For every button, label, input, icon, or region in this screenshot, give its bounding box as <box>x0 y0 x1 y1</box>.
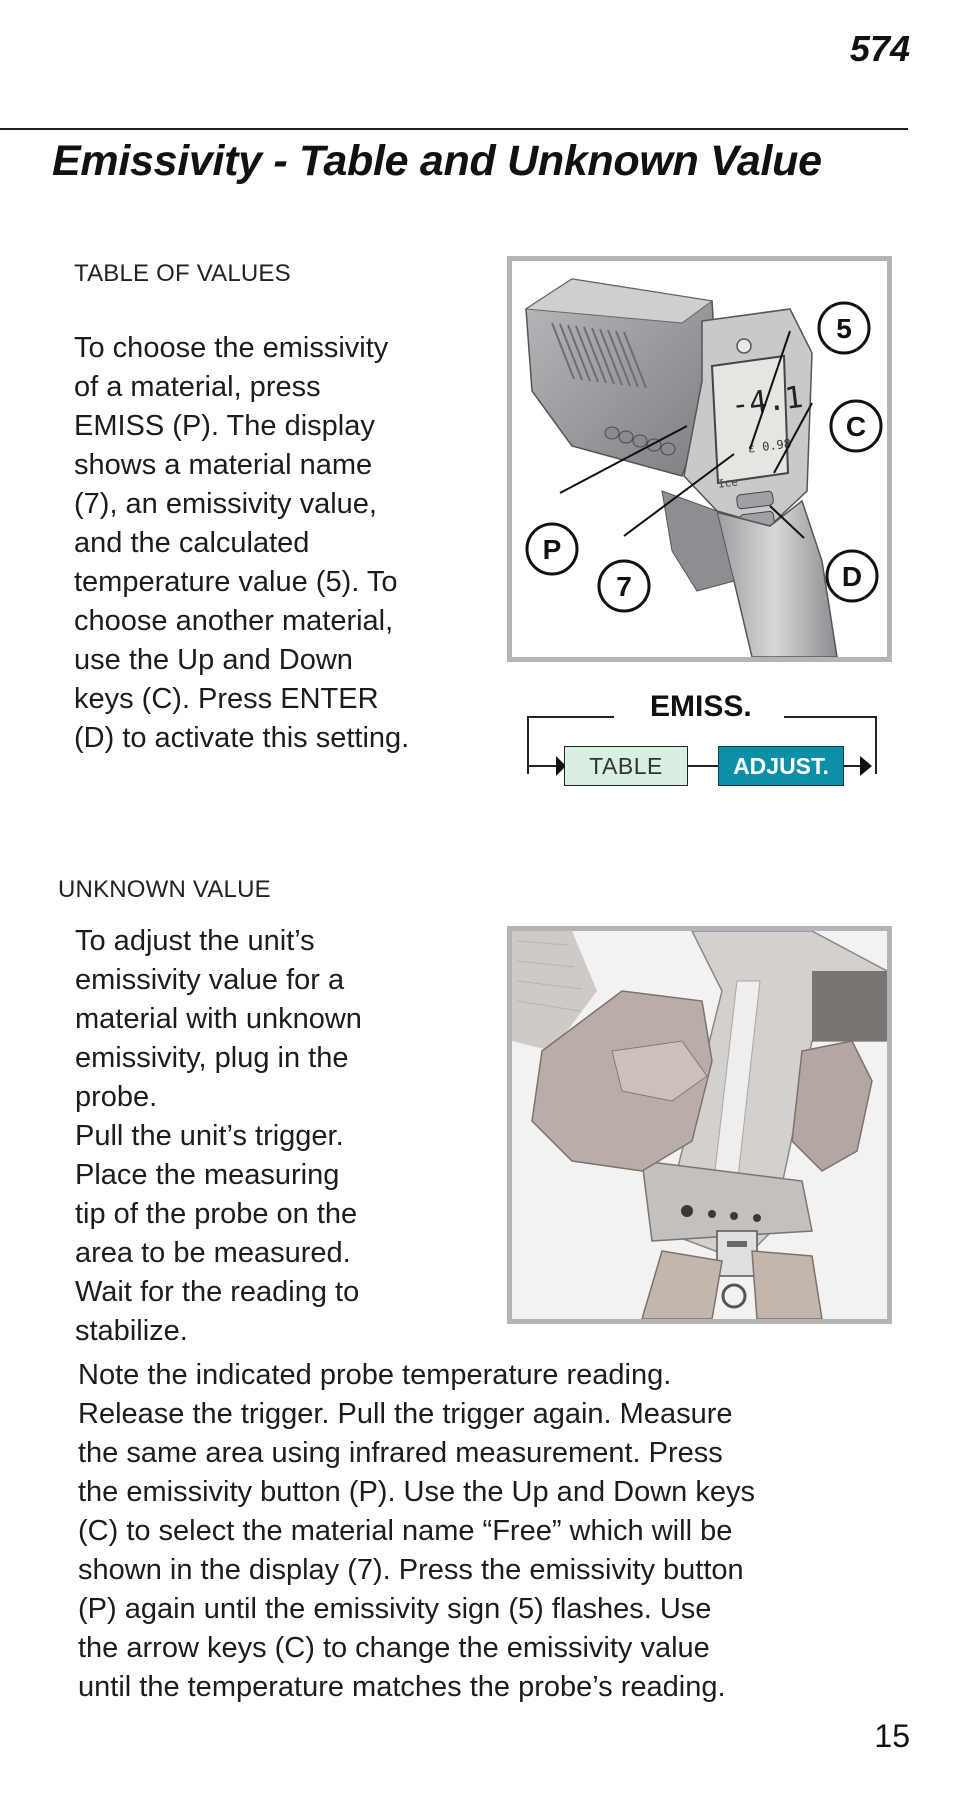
display-reading: -4.1 <box>729 379 806 424</box>
header-rule <box>0 128 908 130</box>
model-number: 574 <box>849 28 910 69</box>
page-number: 15 <box>874 1718 910 1754</box>
section-label-table-of-values: TABLE OF VALUES <box>74 260 291 287</box>
thermometer-front-figure <box>507 256 892 662</box>
menu-option-table: TABLE <box>564 746 688 786</box>
emiss-menu-title: EMISS. <box>644 690 758 724</box>
section-label-unknown-value: UNKNOWN VALUE <box>58 876 271 903</box>
callout-d: D <box>841 561 863 592</box>
menu-option-adjust: ADJUST. <box>718 746 844 786</box>
probe-photo-illustration <box>512 931 887 1319</box>
thermometer-illustration <box>512 261 887 657</box>
unknown-value-paragraph-intro: To adjust the unit’s emissivity value for a material with unknown emissivity, plug in the probe. Pull the unit’s trigger. Place the measuring tip of the probe on the area to be measured. Wait for the reading to stabilize. <box>75 925 362 1347</box>
table-of-values-paragraph: To choose the emissivity of a material, press EMISS (P). The display shows a material name (7), an emissivity value, and the calculated temperature value (5). To choose another material, use the Up and Down keys (C). Press ENTER (D) to activate this setting. <box>74 332 410 754</box>
callout-c: C <box>845 411 867 442</box>
display-emissivity: ε 0.98 <box>747 436 792 456</box>
unknown-value-paragraph-steps: Note the indicated probe temperature reading. Release the trigger. Pull the trigger again. Measure the same area using infrared measurement. Press the emissivity button (P). Use the Up and Down keys (C) to select the material name “Free” which will be shown in the display (7). Press the emissivity button (P) again until the emissivity sign (5) flashes. Use the arrow keys (C) to change the emissivity value until the temperature matches the probe’s reading. <box>78 1359 755 1703</box>
display-material: Ice <box>717 475 739 491</box>
callout-7: 7 <box>616 571 632 602</box>
page-title: Emissivity - Table and Unknown Value <box>52 137 822 185</box>
callout-p: P <box>542 534 562 565</box>
emiss-menu-diagram <box>526 692 880 802</box>
callout-5: 5 <box>836 313 852 344</box>
probe-in-hand-figure <box>507 926 892 1324</box>
